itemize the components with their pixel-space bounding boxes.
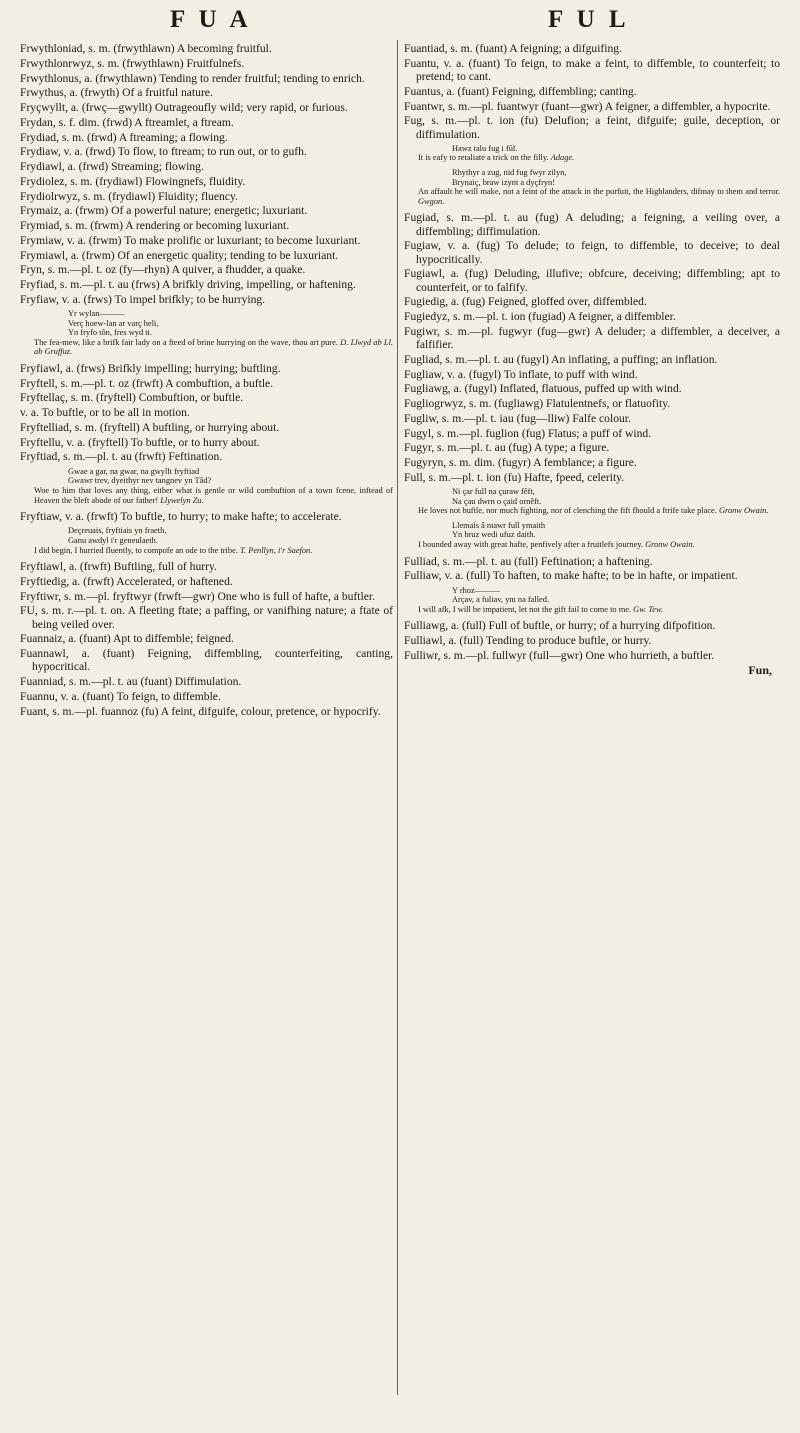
- citation-source: Gronw Owain.: [645, 540, 695, 550]
- welsh-verse-line: Na çau dwrn o çaid ornêft.: [452, 496, 542, 506]
- dictionary-entry: Fuannaiz, a. (fuant) Apt to diffemble; feigned.: [20, 632, 234, 646]
- right-column: [404, 42, 780, 677]
- dictionary-entry: Fryftellu, v. a. (fryftell) To buftle, or to hurry about.: [20, 435, 260, 449]
- running-head: [0, 6, 800, 40]
- citation-source: Gronw Owain.: [718, 506, 769, 516]
- citation-quote: [404, 168, 780, 206]
- dictionary-entry: Fryftiedig, a. (frwft) Accelerated, or haftened.: [20, 574, 233, 588]
- dictionary-entry: Frymiad, s. m. (frwm) A rendering or becoming luxuriant.: [20, 219, 290, 232]
- english-translation: He loves not buftle, nor much fighting, nor of clenching the fift fhould a ftrife take place. Gronw Owain.: [418, 506, 769, 516]
- dictionary-entry: Fugliawg, a. (fugyl) Inflated, flatuous, puffed up with wind.: [404, 382, 682, 396]
- dictionary-entry: Fryfiawl, a. (frws) Brifkly impelling; hurrying; buftling.: [20, 361, 281, 375]
- dictionary-entry: Fugyr, s. m.—pl. t. au (fug) A type; a figure.: [404, 441, 610, 455]
- welsh-verse-line: Rhythyr a zug, nid fug fwyr zilyn,: [452, 167, 567, 177]
- dictionary-entry: Fulliawg, a. (full) Full of buftle, or hurry; of a hurrying difpofition.: [404, 619, 716, 633]
- english-translation: The fea-mew, like a brifk fair lady on a fteed of brine hurrying on the wave, thou art pure. D. Llwyd ab Ll. ab Gruffuz.: [34, 337, 393, 357]
- dictionary-entry: Fryftiwr, s. m.—pl. fryftwyr (frwft—gwr) One who is full of hafte, a buftler.: [20, 589, 375, 603]
- welsh-verse-line: Deçreuais, fryftiais yn fraeth,: [68, 526, 167, 536]
- english-translation: I bounded away with great hafte, penfively after a fruitlefs journey. Gronw Owain.: [418, 540, 695, 550]
- dictionary-entry: Frwythloniad, s. m. (frwythlawn) A becoming fruitful.: [20, 42, 272, 55]
- dictionary-entry: Frydiawl, a. (frwd) Streaming; flowing.: [20, 160, 204, 173]
- citation-source: Llywelyn Zu.: [160, 495, 204, 505]
- welsh-verse-line: Llemais â mawr full ymaith: [452, 520, 546, 530]
- left-column: [20, 42, 393, 719]
- dictionary-entry: Fuanniad, s. m.—pl. t. au (fuant) Diffimulation.: [20, 675, 242, 689]
- dictionary-entry: Fuantu, v. a. (fuant) To feign, to make a feint, to diffemble, to counterfeit; to pretend; to cant.: [404, 56, 780, 83]
- dictionary-entry: Frydan, s. f. dim. (frwd) A ftreamlet, a ftream.: [20, 115, 234, 129]
- dictionary-entry: Frydiaw, v. a. (frwd) To flow, to ftream; to run out, or to gufh.: [20, 145, 307, 159]
- welsh-verse-line: Brynaiç, braw izynt a dyçfryn!: [452, 177, 556, 187]
- welsh-verse-line: Gwae a gar, na gwar, na gwyllt fryftiad: [68, 466, 200, 476]
- welsh-verse-line: Ganu awdyl i'r geneulaeth.: [68, 535, 158, 545]
- dictionary-entry: Fuannu, v. a. (fuant) To feign, to diffemble.: [20, 689, 221, 703]
- dictionary-entry: Fugiawl, a. (fug) Deluding, illufive; obfcure, deceiving; diffembling; apt to counterfeit, or to falfify.: [404, 267, 780, 294]
- dictionary-entry: Fugliaw, v. a. (fugyl) To inflate, to puff with wind.: [404, 367, 638, 381]
- citation-quote: [404, 586, 780, 615]
- citation-source: Gw. Tew.: [633, 604, 664, 614]
- running-head-right: F U L: [548, 6, 630, 33]
- dictionary-entry: Frymiawl, a. (frwm) Of an energetic quality; tending to be luxuriant.: [20, 248, 339, 262]
- dictionary-entry: Fuantiad, s. m. (fuant) A feigning; a difguifing.: [404, 42, 622, 55]
- dictionary-entry: Fugliad, s. m.—pl. t. au (fugyl) An inflating, a puffing; an inflation.: [404, 352, 718, 366]
- welsh-verse-line: Yn bruz wedi ufuz daith.: [452, 530, 536, 540]
- dictionary-entry: Fryftiawl, a. (frwft) Buftling, full of hurry.: [20, 560, 217, 574]
- welsh-verse-line: Yr wylan———: [68, 309, 125, 318]
- dictionary-entry: Fuantus, a. (fuant) Feigning, diffembling; canting.: [404, 84, 637, 98]
- citation-quote: [20, 467, 393, 505]
- dictionary-entry: Fugiad, s. m.—pl. t. au (fug) A deluding; a feigning, a veiling over, a diffembling; diffimulation.: [404, 211, 780, 238]
- citation-source: T. Penllyn, i'r Saefon.: [239, 545, 313, 555]
- dictionary-entry: Fryçwyllt, a. (frwç—gwyllt) Outrageoufly wild; very rapid, or furious.: [20, 101, 348, 114]
- dictionary-entry: Fuant, s. m.—pl. fuannoz (fu) A feint, difguife, colour, pretence, or hypocrify.: [20, 704, 381, 718]
- dictionary-entry: Frwythus, a. (frwyth) Of a fruitful nature.: [20, 86, 213, 100]
- dictionary-entry: Fryftelliad, s. m. (fryftell) A buftling, or hurrying about.: [20, 420, 280, 434]
- welsh-verse-line: Verç hoew-lan ar varç heli,: [68, 318, 159, 328]
- dictionary-entry: Fryftiaw, v. a. (frwft) To buftle, to hurry; to make hafte; to accelerate.: [20, 510, 342, 524]
- citation-quote: [20, 526, 393, 555]
- dictionary-entry: Fuantwr, s. m.—pl. fuantwyr (fuant—gwr) A feigner, a diffembler, a hypocrite.: [404, 99, 771, 113]
- dictionary-entry: v. a. To buftle, or to be all in motion.: [20, 406, 190, 420]
- dictionary-entry: Fryftell, s. m.—pl. t. oz (frwft) A combuftion, a buftle.: [20, 376, 274, 390]
- dictionary-entry: Fugiedig, a. (fug) Feigned, gloffed over, diffembled.: [404, 295, 647, 309]
- dictionary-entry: Fugiedyz, s. m.—pl. t. ion (fugiad) A feigner, a diffembler.: [404, 310, 676, 324]
- citation-quote: [20, 309, 393, 357]
- dictionary-entry: Frydiolrwyz, s. m. (frydiawl) Fluidity; fluency.: [20, 189, 238, 203]
- dictionary-entry: Fuannawl, a. (fuant) Feigning, diffembling, counterfeiting, canting, hypocritical.: [20, 647, 393, 674]
- dictionary-entry: Frydiad, s. m. (frwd) A ftreaming; a flowing.: [20, 130, 228, 144]
- dictionary-entry: Full, s. m.—pl. t. ion (fu) Hafte, fpeed, celerity.: [404, 470, 625, 484]
- dictionary-entry: Frwythlonrwyz, s. m. (frwythlawn) Fruitfulnefs.: [20, 56, 245, 70]
- english-translation: I did begin, I hurried fluently, to compofe an ode to the tribe. T. Penllyn, i'r Saefon.: [34, 545, 313, 555]
- english-translation: It is eafy to retaliate a trick on the filly. Adage.: [418, 153, 575, 163]
- citation-quote: [404, 521, 780, 550]
- dictionary-entry: FU, s. m. r.—pl. t. on. A fleeting ftate; a paffing, or vanifhing nature; a ftate of being veiled over.: [20, 604, 393, 631]
- running-head-left: F U A: [170, 6, 252, 33]
- welsh-verse-line: Ni çar full na çuraw fêft,: [452, 487, 535, 497]
- dictionary-entry: Fryfiaw, v. a. (frws) To impel brifkly; to be hurrying.: [20, 292, 266, 306]
- dictionary-entry: Frymiaw, v. a. (frwm) To make prolific or luxuriant; to become luxuriant.: [20, 233, 361, 247]
- welsh-verse-line: Hawz talu fug i fûl.: [452, 143, 518, 153]
- citation-source: D. Llwyd ab Ll. ab Gruffuz.: [34, 337, 393, 357]
- dictionary-entry: Fugyryn, s. m. dim. (fugyr) A femblance; a figure.: [404, 456, 637, 470]
- dictionary-entry: Fryfiad, s. m.—pl. t. au (frws) A brifkly driving, impelling, or haftening.: [20, 278, 356, 291]
- citation-source: Gwgon.: [418, 196, 445, 206]
- dictionary-entry: Fugiwr, s. m.—pl. fugwyr (fug—gwr) A deluder; a diffembler, a deceiver, a falfifier.: [404, 324, 780, 352]
- dictionary-entry: Fulliad, s. m.—pl. t. au (full) Feftination; a haftening.: [404, 554, 653, 568]
- dictionary-entry: Fugyl, s. m.—pl. fuglion (fug) Flatus; a puff of wind.: [404, 426, 652, 440]
- citation-quote: [404, 487, 780, 516]
- dictionary-entry: Fryftellaç, s. m. (fryftell) Combuftion, or buftle.: [20, 391, 244, 405]
- dictionary-entry: Fulliwr, s. m.—pl. fullwyr (full—gwr) One who hurrieth, a buftler.: [404, 648, 715, 662]
- dictionary-entry: Fryftiad, s. m.—pl. t. au (frwft) Feftination.: [20, 450, 223, 464]
- citation-quote: [404, 144, 780, 163]
- english-translation: Woe to him that loves any thing, either what is gentle or wild combuftion of a town fcene, inftead of Heaven the bleft abode of our father! Llywelyn Zu.: [34, 485, 393, 505]
- english-translation: An affault he will make, not a feint of the attack in the purfuit, the Highlanders, difmay to them and terror. Gwgon.: [418, 187, 780, 206]
- dictionary-entry: Fugliogrwyz, s. m. (fugliawg) Flatulentnefs, or flatuofity.: [404, 397, 671, 411]
- column-divider: [397, 40, 398, 1395]
- catchword: Fun,: [748, 662, 772, 677]
- dictionary-entry: Fulliawl, a. (full) Tending to produce buftle, or hurry.: [404, 634, 652, 648]
- dictionary-entry: Frwythlonus, a. (frwythlawn) Tending to render fruitful; tending to enrich.: [20, 71, 365, 85]
- citation-source: Adage.: [550, 153, 575, 163]
- dictionary-entry: Fryn, s. m.—pl. t. oz (fy—rhyn) A quiver, a fhudder, a quake.: [20, 263, 306, 277]
- dictionary-entry: Fulliaw, v. a. (full) To haften, to make hafte; to be in hafte, or impatient.: [404, 569, 738, 583]
- welsh-verse-line: Gwawr trev, dyeithyr nev tangnev yn Tâd?: [68, 476, 212, 486]
- dictionary-entry: Frymaiz, a. (frwm) Of a powerful nature; energetic; luxuriant.: [20, 204, 308, 218]
- english-translation: I will afk, I will be impatient, let not the gift fail to come to me. Gw. Tew.: [418, 604, 664, 614]
- dictionary-entry: Fug, s. m.—pl. t. ion (fu) Delufion; a feint, difguife; guile, deception, or diffimulation.: [404, 114, 780, 141]
- welsh-verse-line: Arçav, a fuliav, ym na falled.: [452, 595, 550, 605]
- dictionary-entry: Fugiaw, v. a. (fug) To delude; to feign, to diffemble, to deceive; to deal hypocritically.: [404, 239, 780, 266]
- welsh-verse-line: Yn fryfo tôn, fres wyd ti.: [68, 328, 152, 338]
- dictionary-entry: Fugliw, s. m.—pl. t. iau (fug—lliw) Falfe colour.: [404, 411, 631, 425]
- welsh-verse-line: Y rhoz———: [452, 585, 500, 595]
- dictionary-entry: Frydiolez, s. m. (frydiawl) Flowingnefs, fluidity.: [20, 174, 246, 188]
